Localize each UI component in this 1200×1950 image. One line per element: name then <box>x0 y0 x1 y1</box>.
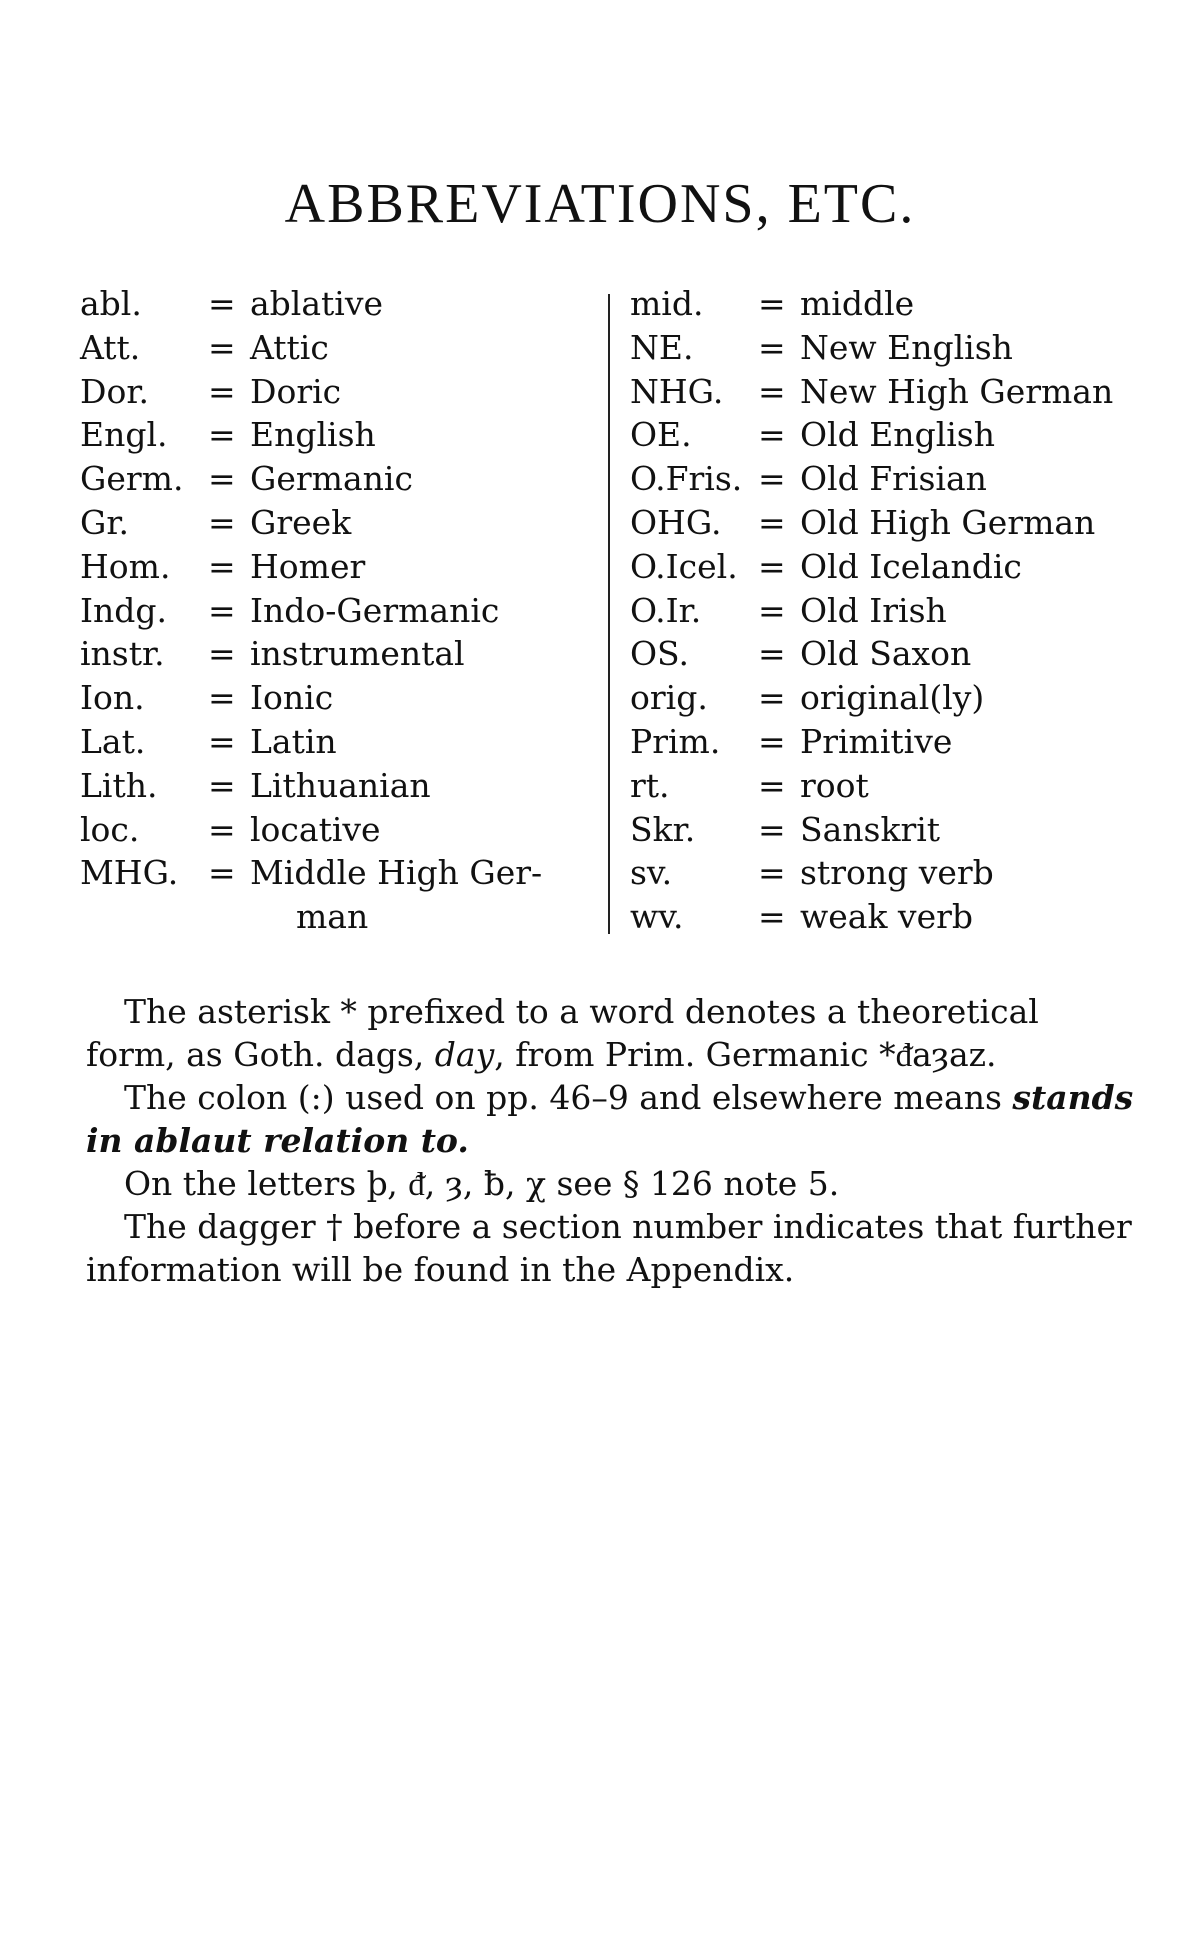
equals-sign: = <box>208 415 236 455</box>
abbreviation: Skr. <box>630 809 696 849</box>
equals-sign: = <box>758 634 786 674</box>
abbreviation: sv. <box>630 853 673 893</box>
note-colon <box>86 1076 1136 1162</box>
equals-sign: = <box>208 284 236 323</box>
abbreviation: wv. <box>630 897 684 937</box>
abbreviation-meaning: Ionic <box>250 678 334 718</box>
abbreviation: Att. <box>80 327 141 367</box>
equals-sign: = <box>208 327 236 367</box>
abbreviation: O.Fris. <box>630 459 743 499</box>
abbreviation-meaning: middle <box>800 284 915 323</box>
column-divider <box>608 294 610 934</box>
abbreviation-meaning: Homer <box>250 546 366 586</box>
abbreviation: orig. <box>630 678 708 718</box>
abbreviation: O.Ir. <box>630 590 702 630</box>
equals-sign: = <box>208 765 236 805</box>
equals-sign: = <box>208 590 236 630</box>
abbreviation: OE. <box>630 415 692 455</box>
abbreviation-meaning: ablative <box>250 284 384 323</box>
equals-sign: = <box>208 371 236 411</box>
abbreviation-meaning: Greek <box>250 503 352 542</box>
page-title: ABBREVIATIONS, ETC. <box>284 173 916 235</box>
abbreviation: Lat. <box>80 722 146 761</box>
note-asterisk-text: The asterisk * prefixed to a word denotes a theoretical form, as Goth. dags, <box>86 992 1039 1074</box>
note-asterisk-italic: day <box>434 1035 495 1074</box>
abbreviation-meaning: Old High German <box>800 503 1096 542</box>
equals-sign: = <box>758 546 786 586</box>
equals-sign: = <box>758 415 786 455</box>
abbreviation: Hom. <box>80 546 171 586</box>
abbreviation-meaning: Old Icelandic <box>800 546 1022 586</box>
abbreviation: Prim. <box>630 722 721 761</box>
equals-sign: = <box>208 459 236 499</box>
abbreviation: Dor. <box>80 371 149 411</box>
abbreviation-meaning: locative <box>250 809 381 849</box>
equals-sign: = <box>208 503 236 542</box>
abbreviation-meaning: Old Saxon <box>800 634 972 674</box>
abbreviation-meaning: Primitive <box>800 722 953 761</box>
note-dagger: The dagger † before a section number indicates that further information will be found in the Appendix. <box>86 1207 1132 1289</box>
abbreviation: rt. <box>630 765 670 805</box>
abbreviation-meaning: Sanskrit <box>800 809 941 849</box>
abbreviation-meaning: Attic <box>250 327 329 367</box>
equals-sign: = <box>208 722 236 761</box>
abbreviation-meaning: English <box>250 415 376 455</box>
abbreviation: Germ. <box>80 459 184 499</box>
abbreviation: OS. <box>630 634 689 674</box>
note-colon-text: The colon (:) used on pp. 46–9 and elsewhere means <box>124 1078 1013 1117</box>
abbreviation-meaning: original(ly) <box>800 678 985 718</box>
abbreviation: loc. <box>80 809 140 849</box>
abbreviation-meaning: New English <box>800 327 1013 367</box>
note-colon-italic: stands in ablaut relation to. <box>86 1078 1134 1160</box>
abbreviation-meaning: Indo-Germanic <box>250 590 500 630</box>
abbreviation-meaning: root <box>800 765 869 805</box>
equals-sign: = <box>208 809 236 849</box>
note-letters: On the letters þ, ᵭ, ȝ, ƀ, χ see § 126 note 5. <box>124 1164 840 1203</box>
equals-sign: = <box>758 459 786 499</box>
abbreviation: Gr. <box>80 503 130 542</box>
abbreviation: mid. <box>630 284 704 323</box>
abbreviation: Ion. <box>80 678 145 718</box>
abbreviation: abl. <box>80 284 142 323</box>
equals-sign: = <box>208 678 236 718</box>
abbreviation: NHG. <box>630 371 724 411</box>
equals-sign: = <box>758 590 786 630</box>
abbreviation-meaning-continuation: man <box>296 897 369 937</box>
abbreviation-meaning: New High German <box>800 371 1114 411</box>
equals-sign: = <box>758 371 786 411</box>
abbreviation-meaning: Old English <box>800 415 995 455</box>
equals-sign: = <box>758 809 786 849</box>
equals-sign: = <box>758 853 786 893</box>
abbreviation: Indg. <box>80 590 168 630</box>
equals-sign: = <box>758 327 786 367</box>
abbreviation-meaning: Middle High Ger- <box>250 853 543 893</box>
abbreviation-meaning: strong verb <box>800 853 994 893</box>
abbreviation-meaning: Germanic <box>250 459 413 499</box>
abbreviation: instr. <box>80 634 165 674</box>
abbreviation: NE. <box>630 327 694 367</box>
note-asterisk-text-end: , from Prim. Germanic *ᵭaȝaz. <box>494 1035 997 1074</box>
note-asterisk <box>86 990 1136 1076</box>
equals-sign: = <box>758 503 786 542</box>
abbreviation: O.Icel. <box>630 546 738 586</box>
abbreviation-meaning: Old Frisian <box>800 459 987 499</box>
abbreviation-meaning: instrumental <box>250 634 465 674</box>
abbreviation-meaning: weak verb <box>800 897 974 937</box>
equals-sign: = <box>208 853 236 893</box>
abbreviation: Lith. <box>80 765 158 805</box>
equals-sign: = <box>758 678 786 718</box>
abbreviation-meaning: Old Irish <box>800 590 947 630</box>
equals-sign: = <box>208 634 236 674</box>
abbreviation: OHG. <box>630 503 722 542</box>
equals-sign: = <box>758 765 786 805</box>
notes-section <box>86 990 1136 1291</box>
equals-sign: = <box>758 284 786 323</box>
abbreviation-meaning: Lithuanian <box>250 765 431 805</box>
abbreviation-table <box>80 284 1130 944</box>
equals-sign: = <box>208 546 236 586</box>
abbreviation: MHG. <box>80 853 179 893</box>
abbreviation-meaning: Doric <box>250 371 342 411</box>
abbreviation: Engl. <box>80 415 168 455</box>
equals-sign: = <box>758 897 786 937</box>
equals-sign: = <box>758 722 786 761</box>
abbreviation-meaning: Latin <box>250 722 337 761</box>
